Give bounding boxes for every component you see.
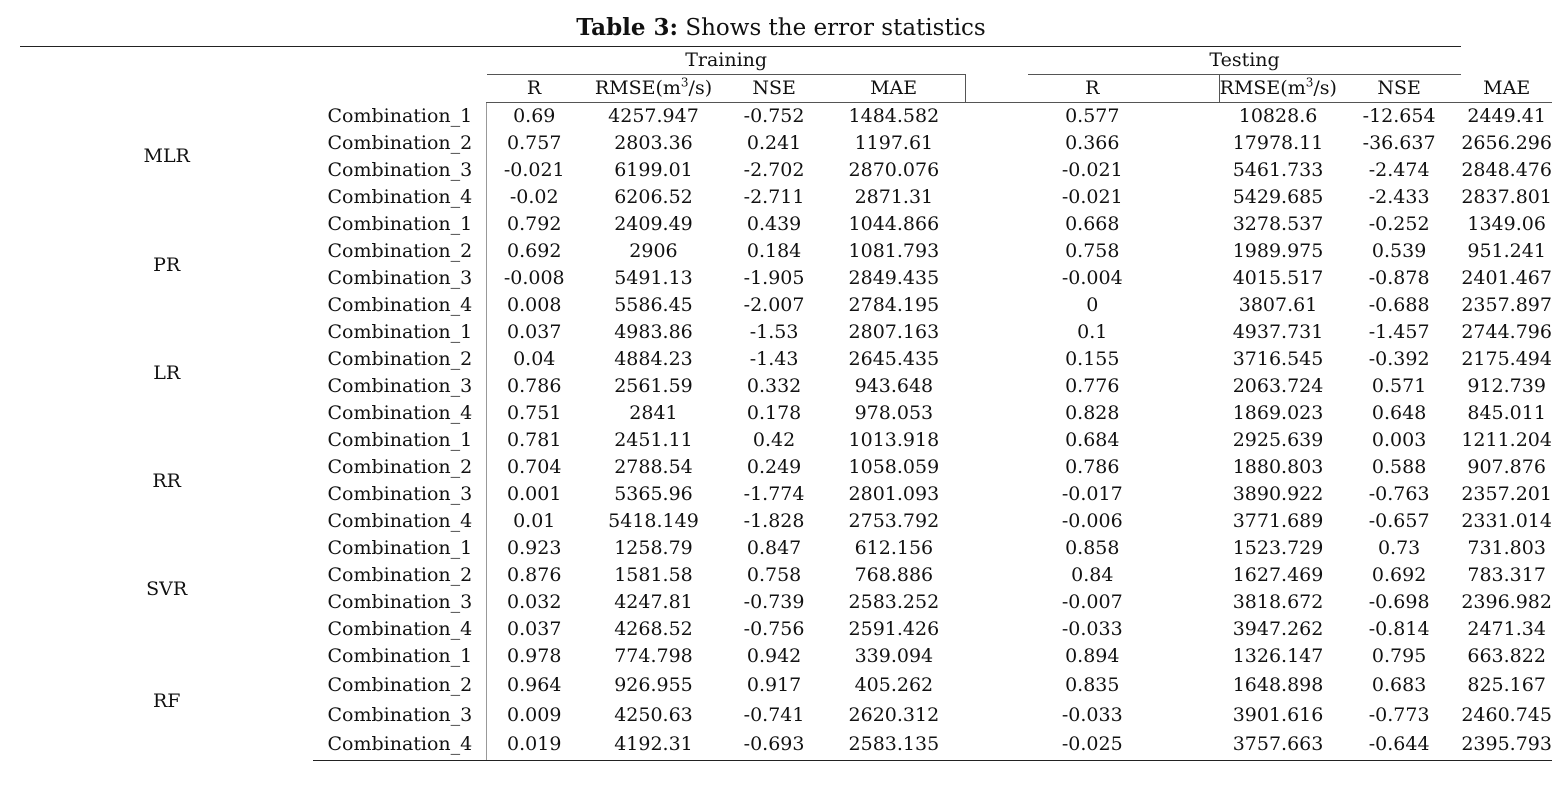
- value-cell: 1627.469: [1232, 564, 1324, 586]
- value-cell: 3901.616: [1232, 703, 1324, 726]
- column-header: [487, 75, 581, 103]
- value-cell: 0.155: [1065, 348, 1120, 370]
- value-cell: 0: [1086, 294, 1099, 316]
- error-statistics-table: [20, 46, 1552, 761]
- combination-cell: Combination_1: [313, 319, 487, 346]
- combination-cell: Combination_4: [313, 400, 487, 427]
- value-cell: 0.847: [746, 537, 802, 559]
- value-cell: 5418.149: [608, 510, 699, 532]
- value-cell: -0.033: [1061, 703, 1123, 726]
- value-cell: 0.923: [507, 537, 562, 559]
- value-cell: 0.241: [746, 132, 802, 154]
- value-cell: 774.798: [614, 645, 693, 667]
- empty-cell: [965, 47, 1027, 75]
- value-cell: 0.917: [746, 673, 802, 696]
- column-header-row: [20, 75, 1552, 103]
- value-cell: -1.457: [1368, 321, 1430, 343]
- value-cell: 4884.23: [614, 348, 693, 370]
- value-cell: 10828.6: [1238, 105, 1318, 127]
- combination-cell: Combination_4: [313, 292, 487, 319]
- combination-cell: Combination_2: [313, 670, 487, 700]
- value-cell: 912.739: [1467, 375, 1546, 397]
- value-cell: 2871.31: [854, 186, 934, 208]
- value-cell: 1197.61: [854, 132, 934, 154]
- value-cell: -2.007: [743, 294, 805, 316]
- value-cell: 2409.49: [614, 213, 693, 235]
- value-cell: 1581.58: [614, 564, 693, 586]
- value-cell: 0.037: [507, 618, 562, 640]
- value-cell: 2175.494: [1461, 348, 1552, 370]
- value-cell: -0.392: [1368, 348, 1430, 370]
- value-cell: 0.648: [1371, 402, 1427, 424]
- value-cell: 0.001: [507, 483, 562, 505]
- value-cell: 6199.01: [614, 159, 693, 181]
- combination-cell: Combination_4: [313, 508, 487, 535]
- column-header-text: /s): [688, 77, 713, 99]
- value-cell: -0.657: [1368, 510, 1430, 532]
- value-cell: 0.42: [752, 429, 796, 451]
- value-cell: 0.366: [1065, 132, 1120, 154]
- value-cell: -0.021: [1061, 159, 1123, 181]
- value-cell: 0.692: [1371, 564, 1427, 586]
- value-cell: -0.814: [1368, 618, 1430, 640]
- value-cell: -2.711: [743, 186, 805, 208]
- value-cell: 2583.135: [822, 730, 965, 760]
- value-cell: 0.003: [1371, 429, 1427, 451]
- value-cell: -0.688: [1368, 294, 1430, 316]
- value-cell: 4268.52: [614, 618, 693, 640]
- value-cell: 4937.731: [1232, 321, 1324, 343]
- value-cell: -0.033: [1061, 618, 1123, 640]
- combination-cell: Combination_3: [313, 700, 487, 730]
- value-cell: 4192.31: [581, 730, 726, 760]
- value-cell: 0.571: [1371, 375, 1427, 397]
- combination-cell: Combination_4: [313, 184, 487, 211]
- value-cell: -2.433: [1368, 186, 1430, 208]
- value-cell: 731.803: [1467, 537, 1546, 559]
- value-cell: -0.017: [1061, 483, 1123, 505]
- value-cell: 0.1: [1077, 321, 1108, 343]
- empty-cell: [313, 75, 487, 103]
- column-header-superscript: 3: [680, 75, 689, 90]
- value-cell: 339.094: [854, 645, 934, 667]
- column-header: [726, 75, 823, 103]
- column-header: [1219, 75, 1337, 103]
- value-cell: 0.184: [746, 240, 802, 262]
- value-cell: -2.474: [1368, 159, 1430, 181]
- value-cell: 5586.45: [614, 294, 693, 316]
- column-header-text: RMSE(m: [594, 77, 681, 99]
- empty-cell: [20, 47, 313, 75]
- combination-cell: Combination_1: [313, 103, 487, 131]
- combination-cell: Combination_3: [313, 265, 487, 292]
- value-cell: 2788.54: [614, 456, 693, 478]
- column-header-text: /s): [1313, 77, 1337, 99]
- value-cell: 2357.201: [1461, 483, 1552, 505]
- value-cell: 1326.147: [1232, 645, 1324, 667]
- value-cell: -0.004: [1061, 267, 1123, 289]
- value-cell: 1058.059: [848, 456, 940, 478]
- value-cell: -0.698: [1368, 591, 1430, 613]
- value-cell: 0.668: [1065, 213, 1120, 235]
- value-cell: 825.167: [1467, 673, 1546, 696]
- value-cell: 2620.312: [848, 703, 940, 726]
- value-cell: 3947.262: [1232, 618, 1324, 640]
- column-header-text: NSE: [1377, 77, 1421, 99]
- value-cell: -0.252: [1368, 213, 1430, 235]
- value-cell: 3771.689: [1232, 510, 1324, 532]
- column-header: [822, 75, 965, 103]
- value-cell: 4250.63: [614, 703, 693, 726]
- value-cell: -0.763: [1368, 483, 1430, 505]
- table-body: [20, 47, 1552, 761]
- combination-cell: Combination_2: [313, 346, 487, 373]
- value-cell: 943.648: [854, 375, 934, 397]
- value-cell: -0.878: [1368, 267, 1430, 289]
- value-cell: 1648.898: [1232, 673, 1324, 696]
- value-cell: -0.021: [503, 159, 565, 181]
- value-cell: 926.955: [614, 673, 693, 696]
- value-cell: 0.704: [507, 456, 562, 478]
- value-cell: 0.776: [1065, 375, 1120, 397]
- table-row: [20, 211, 1552, 238]
- table-row: [20, 427, 1552, 454]
- value-cell: -0.025: [965, 730, 1219, 760]
- value-cell: 3716.545: [1232, 348, 1324, 370]
- value-cell: 4983.86: [614, 321, 693, 343]
- combination-cell: Combination_1: [313, 427, 487, 454]
- combination-cell: Combination_3: [313, 589, 487, 616]
- value-cell: 2583.252: [848, 591, 940, 613]
- column-header-text: R: [526, 77, 542, 99]
- value-cell: 2744.796: [1461, 321, 1552, 343]
- value-cell: 768.886: [854, 564, 934, 586]
- value-cell: 2331.014: [1461, 510, 1552, 532]
- value-cell: 2906: [629, 240, 678, 262]
- combination-cell: Combination_2: [313, 238, 487, 265]
- value-cell: 1081.793: [848, 240, 940, 262]
- value-cell: 0.332: [746, 375, 802, 397]
- value-cell: -0.756: [743, 618, 805, 640]
- value-cell: 783.317: [1467, 564, 1546, 586]
- value-cell: 2451.11: [614, 429, 693, 451]
- value-cell: 2841: [629, 402, 678, 424]
- value-cell: 2449.41: [1467, 105, 1546, 127]
- value-cell: 2645.435: [848, 348, 940, 370]
- value-cell: 2870.076: [848, 159, 940, 181]
- value-cell: 405.262: [854, 673, 934, 696]
- combination-cell: Combination_2: [313, 130, 487, 157]
- value-cell: -1.828: [743, 510, 805, 532]
- value-cell: -1.53: [749, 321, 799, 343]
- value-cell: 907.876: [1467, 456, 1546, 478]
- value-cell: 2801.093: [848, 483, 940, 505]
- value-cell: 0.032: [507, 591, 562, 613]
- combination-cell: Combination_2: [313, 562, 487, 589]
- value-cell: 0.758: [1065, 240, 1120, 262]
- value-cell: -36.637: [1362, 132, 1436, 154]
- value-cell: 2396.982: [1461, 591, 1552, 613]
- value-cell: 4257.947: [608, 105, 699, 127]
- value-cell: 3890.922: [1232, 483, 1324, 505]
- value-cell: 0.249: [746, 456, 802, 478]
- value-cell: 2561.59: [614, 375, 693, 397]
- combination-cell: Combination_3: [313, 481, 487, 508]
- value-cell: 2401.467: [1461, 267, 1552, 289]
- value-cell: 0.894: [1065, 645, 1120, 667]
- value-cell: 0.786: [507, 375, 562, 397]
- value-cell: -0.021: [1061, 186, 1123, 208]
- value-cell: 2357.897: [1461, 294, 1552, 316]
- column-header: [965, 75, 1219, 103]
- value-cell: 0.037: [507, 321, 562, 343]
- value-cell: 951.241: [1467, 240, 1546, 262]
- column-header-text: RMSE(m: [1219, 77, 1306, 99]
- column-header: [581, 75, 726, 103]
- value-cell: 0.942: [746, 645, 802, 667]
- value-cell: 0.692: [507, 240, 562, 262]
- value-cell: 3278.537: [1232, 213, 1324, 235]
- value-cell: -0.739: [743, 591, 805, 613]
- value-cell: 0.758: [746, 564, 802, 586]
- value-cell: 0.964: [507, 673, 562, 696]
- value-cell: 612.156: [854, 537, 934, 559]
- value-cell: 0.009: [507, 703, 562, 726]
- table-row: [20, 103, 1552, 131]
- value-cell: -1.43: [749, 348, 799, 370]
- model-name-cell: MLR: [143, 145, 190, 168]
- empty-cell: [313, 47, 487, 75]
- value-cell: 1523.729: [1232, 537, 1324, 559]
- value-cell: 0.835: [1065, 673, 1120, 696]
- table-caption: [0, 13, 1552, 43]
- value-cell: 4015.517: [1232, 267, 1324, 289]
- value-cell: 2591.426: [848, 618, 940, 640]
- value-cell: 2807.163: [848, 321, 940, 343]
- caption-text: Shows the error statistics: [678, 15, 986, 41]
- model-name-cell: RF: [152, 690, 181, 712]
- value-cell: 5461.733: [1232, 159, 1324, 181]
- value-cell: 978.053: [854, 402, 934, 424]
- value-cell: -0.644: [1337, 730, 1461, 760]
- value-cell: 2063.724: [1232, 375, 1324, 397]
- column-header-text: MAE: [870, 77, 918, 99]
- value-cell: 0.73: [1377, 537, 1421, 559]
- value-cell: -0.773: [1368, 703, 1430, 726]
- value-cell: 1013.918: [848, 429, 940, 451]
- value-cell: 5429.685: [1232, 186, 1324, 208]
- value-cell: 1484.582: [848, 105, 940, 127]
- value-cell: -1.905: [743, 267, 805, 289]
- value-cell: 2803.36: [614, 132, 693, 154]
- value-cell: 1258.79: [614, 537, 693, 559]
- model-name-cell: SVR: [146, 577, 188, 600]
- value-cell: 3757.663: [1219, 730, 1337, 760]
- value-cell: 0.01: [513, 510, 556, 532]
- value-cell: 0.019: [487, 730, 581, 760]
- value-cell: 2784.195: [848, 294, 940, 316]
- table-row: [20, 643, 1552, 670]
- testing-header: Testing: [1028, 47, 1462, 75]
- value-cell: -0.693: [726, 730, 823, 760]
- column-header-text: NSE: [752, 77, 796, 99]
- caption-label: Table 3:: [576, 14, 679, 41]
- model-name-cell: PR: [153, 253, 181, 276]
- value-cell: 5365.96: [614, 483, 693, 505]
- column-header-superscript: 3: [1305, 75, 1314, 90]
- value-cell: 2471.34: [1467, 618, 1546, 640]
- value-cell: 0.795: [1371, 645, 1427, 667]
- combination-cell: Combination_1: [313, 535, 487, 562]
- value-cell: 0.684: [1065, 429, 1120, 451]
- value-cell: 1869.023: [1232, 402, 1324, 424]
- value-cell: 2848.476: [1461, 159, 1552, 181]
- table-row: [20, 319, 1552, 346]
- value-cell: 0.978: [507, 645, 562, 667]
- value-cell: 0.588: [1371, 456, 1427, 478]
- value-cell: 1349.06: [1467, 213, 1546, 235]
- value-cell: 0.858: [1065, 537, 1120, 559]
- value-cell: 17978.11: [1232, 132, 1324, 154]
- model-name-cell: LR: [153, 361, 181, 384]
- value-cell: 0.008: [507, 294, 562, 316]
- value-cell: 0.439: [746, 213, 802, 235]
- combination-cell: Combination_3: [313, 157, 487, 184]
- column-header-text: MAE: [1483, 76, 1531, 99]
- value-cell: -0.006: [1061, 510, 1123, 532]
- value-cell: 2925.639: [1232, 429, 1324, 451]
- value-cell: 2753.792: [848, 510, 940, 532]
- value-cell: 0.683: [1371, 673, 1427, 696]
- value-cell: -0.741: [743, 703, 805, 726]
- value-cell: 1044.866: [848, 213, 940, 235]
- column-header-text: R: [1085, 77, 1100, 99]
- value-cell: 0.84: [1071, 564, 1114, 586]
- value-cell: 0.69: [513, 105, 556, 127]
- value-cell: 663.822: [1467, 645, 1546, 667]
- model-name-cell: RR: [152, 469, 181, 492]
- value-cell: 0.539: [1371, 240, 1427, 262]
- table-row: [20, 535, 1552, 562]
- value-cell: 2656.296: [1461, 132, 1552, 154]
- value-cell: 6206.52: [614, 186, 693, 208]
- value-cell: 1880.803: [1232, 456, 1324, 478]
- value-cell: 0.792: [507, 213, 562, 235]
- value-cell: 0.04: [513, 348, 556, 370]
- combination-cell: Combination_2: [313, 454, 487, 481]
- column-header: [1461, 75, 1552, 103]
- value-cell: 1989.975: [1232, 240, 1324, 262]
- value-cell: -0.007: [1061, 591, 1123, 613]
- combination-cell: Combination_4: [313, 616, 487, 643]
- value-cell: 1211.204: [1461, 429, 1552, 451]
- value-cell: 2395.793: [1461, 730, 1552, 760]
- value-cell: -12.654: [1362, 105, 1436, 127]
- column-header: [1337, 75, 1461, 103]
- value-cell: 4247.81: [614, 591, 693, 613]
- value-cell: 2460.745: [1461, 703, 1552, 726]
- value-cell: 0.178: [746, 402, 802, 424]
- value-cell: -2.702: [743, 159, 805, 181]
- value-cell: 0.757: [507, 132, 562, 154]
- value-cell: -0.008: [503, 267, 565, 289]
- value-cell: 2849.435: [848, 267, 940, 289]
- value-cell: 845.011: [1467, 402, 1546, 424]
- value-cell: 0.876: [507, 564, 562, 586]
- value-cell: 3818.672: [1232, 591, 1324, 613]
- value-cell: 0.781: [507, 429, 562, 451]
- value-cell: 0.828: [1065, 402, 1120, 424]
- combination-cell: Combination_3: [313, 373, 487, 400]
- combination-cell: Combination_4: [313, 730, 487, 760]
- training-header: Training: [487, 47, 966, 75]
- value-cell: 3807.61: [1238, 294, 1318, 316]
- value-cell: 0.751: [507, 402, 562, 424]
- value-cell: 0.577: [1065, 105, 1120, 127]
- combination-cell: Combination_1: [313, 643, 487, 670]
- value-cell: -1.774: [743, 483, 805, 505]
- value-cell: 0.786: [1065, 456, 1120, 478]
- combination-cell: Combination_1: [313, 211, 487, 238]
- value-cell: 5491.13: [614, 267, 693, 289]
- value-cell: -0.02: [509, 186, 559, 208]
- group-header-row: [20, 47, 1552, 75]
- value-cell: 2837.801: [1461, 186, 1552, 208]
- value-cell: -0.752: [743, 105, 805, 127]
- empty-cell: [20, 75, 313, 103]
